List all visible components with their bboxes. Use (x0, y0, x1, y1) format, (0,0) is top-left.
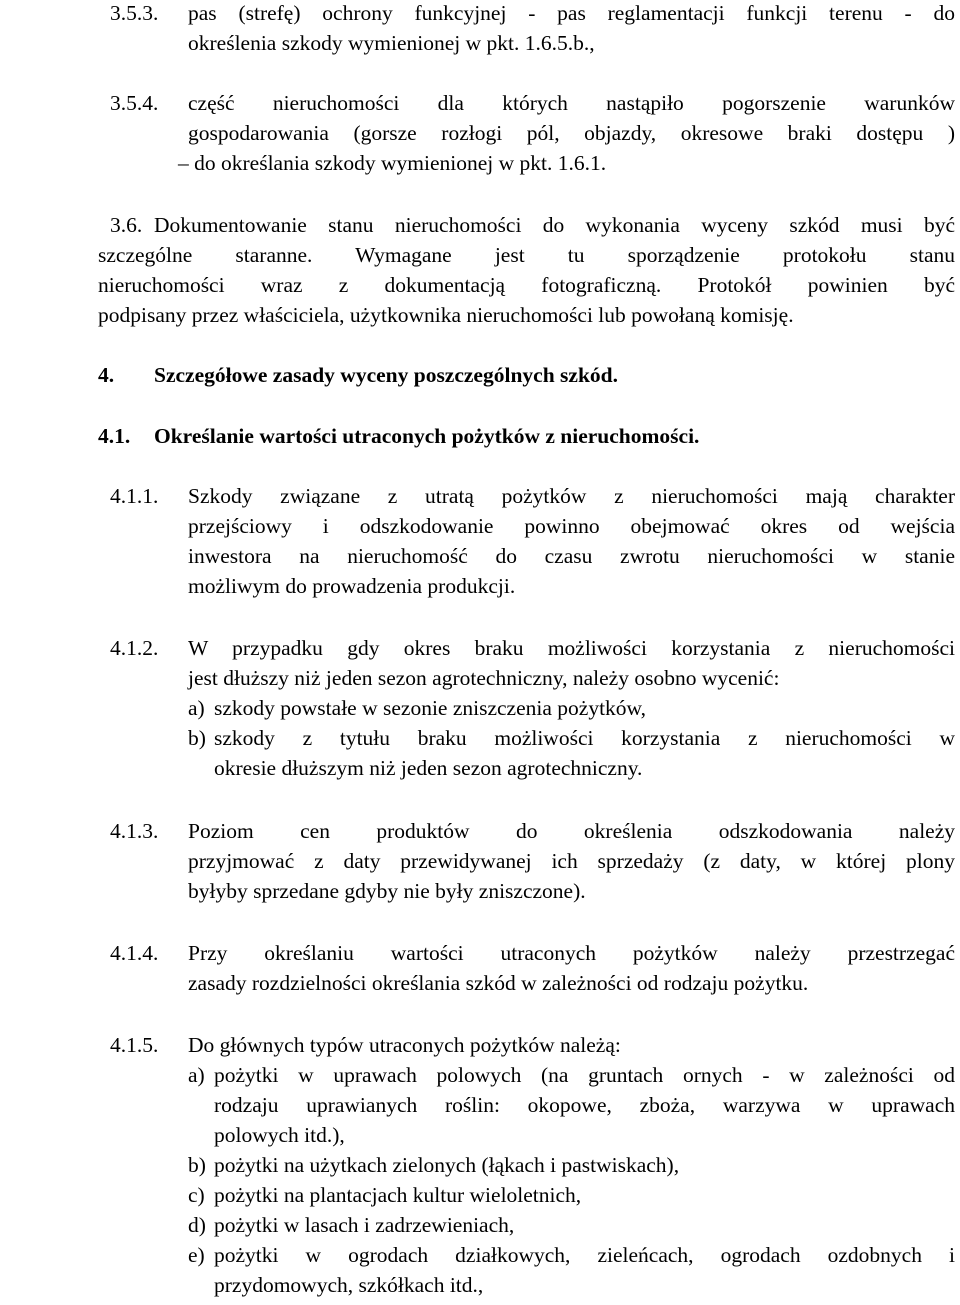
text-line: szkody powstałe w sezonie zniszczenia pożytków, (214, 696, 647, 720)
text-line: pas (strefę) ochrony funkcyjnej - pas reglamentacji funkcji terenu - do (188, 1, 955, 25)
heading-title: Określanie wartości utraconych pożytków z nieruchomości. (154, 424, 700, 448)
text-line: przydomowych, szkółkach itd., (214, 1273, 484, 1297)
section-number: 4.1.3. (110, 819, 159, 843)
section-number: 4.1.1. (110, 484, 159, 508)
list-item (188, 1210, 955, 1240)
text-line: przyjmować z daty przewidywanej ich sprzedaży (z daty, w której plony (188, 849, 955, 873)
list-item (188, 1180, 955, 1210)
section-text (188, 816, 955, 906)
section-text (178, 88, 955, 178)
list-item (188, 723, 955, 783)
list-letter: c) (188, 1183, 205, 1207)
text-line: określenia szkody wymienionej w pkt. 1.6.5.b., (188, 31, 595, 55)
list-item (188, 1060, 955, 1150)
text-line: przejściowy i odszkodowanie powinno obejmować okres od wejścia (188, 514, 955, 538)
text-line: szczególne staranne. Wymagane jest tu sporządzenie protokołu stanu (98, 243, 955, 267)
section-number: 4.1.5. (110, 1033, 159, 1057)
text-line: Poziom cen produktów do określenia odszkodowania należy (188, 819, 955, 843)
text-line: Dokumentowanie stanu nieruchomości do wykonania wyceny szkód musi być (154, 213, 955, 237)
text-line: Do głównych typów utraconych pożytków należą: (188, 1033, 621, 1057)
section-number: 3.5.4. (110, 91, 159, 115)
text-line: – do określania szkody wymienionej w pkt. 1.6.1. (178, 151, 607, 175)
text-line: zasady rozdzielności określania szkód w zależności od rodzaju pożytku. (188, 971, 809, 995)
text-line: pożytki w lasach i zadrzewieniach, (214, 1213, 515, 1237)
section-text (188, 1030, 955, 1060)
text-line: szkody z tytułu braku możliwości korzystania z nieruchomości w (214, 726, 955, 750)
text-line: możliwym do prowadzenia produkcji. (188, 574, 516, 598)
text-line: Szkody związane z utratą pożytków z nieruchomości mają charakter (188, 484, 955, 508)
text-line: rodzaju uprawianych roślin: okopowe, zboża, warzywa w uprawach (214, 1093, 955, 1117)
text-line: byłyby sprzedane gdyby nie były zniszczone). (188, 879, 586, 903)
text-line: część nieruchomości dla których nastąpiło pogorszenie warunków (188, 91, 955, 115)
section-text (188, 481, 955, 601)
list-item (188, 693, 955, 723)
list-letter: a) (188, 696, 205, 720)
text-line: jest dłuższy niż jeden sezon agrotechniczny, należy osobno wycenić: (188, 666, 780, 690)
section-number: 4.1.4. (110, 941, 159, 965)
section-number: 3.6. (110, 213, 143, 237)
list-item (188, 1240, 955, 1300)
list-letter: b) (188, 1153, 206, 1177)
text-line: W przypadku gdy okres braku możliwości korzystania z nieruchomości (188, 636, 955, 660)
section-text (188, 0, 955, 58)
list-item (188, 1150, 955, 1180)
text-line: pożytki w ogrodach działkowych, zieleńcach, ogrodach ozdobnych i (214, 1243, 955, 1267)
text-line: inwestora na nieruchomość do czasu zwrotu nieruchomości w stanie (188, 544, 955, 568)
list-letter: e) (188, 1243, 205, 1267)
list-letter: b) (188, 726, 206, 750)
text-line: pożytki w uprawach polowych (na gruntach ornych - w zależności od (214, 1063, 955, 1087)
heading-number: 4.1. (98, 424, 131, 448)
section-number: 3.5.3. (110, 1, 159, 25)
text-line: polowych itd.), (214, 1123, 345, 1147)
heading-number: 4. (98, 363, 115, 387)
heading-title: Szczegółowe zasady wyceny poszczególnych szkód. (154, 363, 618, 387)
section-text (188, 938, 955, 998)
section-text (98, 210, 955, 330)
list-letter: d) (188, 1213, 206, 1237)
text-line: Przy określaniu wartości utraconych pożytków należy przestrzegać (188, 941, 955, 965)
section-text (188, 633, 955, 693)
text-line: gospodarowania (gorsze rozłogi pól, objazdy, okresowe braki dostępu ) (188, 121, 955, 145)
text-line: nieruchomości wraz z dokumentacją fotograficzną. Protokół powinien być (98, 273, 955, 297)
section-number: 4.1.2. (110, 636, 159, 660)
text-line: pożytki na użytkach zielonych (łąkach i pastwiskach), (214, 1153, 680, 1177)
list-letter: a) (188, 1063, 205, 1087)
text-line: pożytki na plantacjach kultur wieloletnich, (214, 1183, 582, 1207)
text-line: okresie dłuższym niż jeden sezon agrotechniczny. (214, 756, 643, 780)
text-line: podpisany przez właściciela, użytkownika nieruchomości lub powołaną komisję. (98, 303, 794, 327)
